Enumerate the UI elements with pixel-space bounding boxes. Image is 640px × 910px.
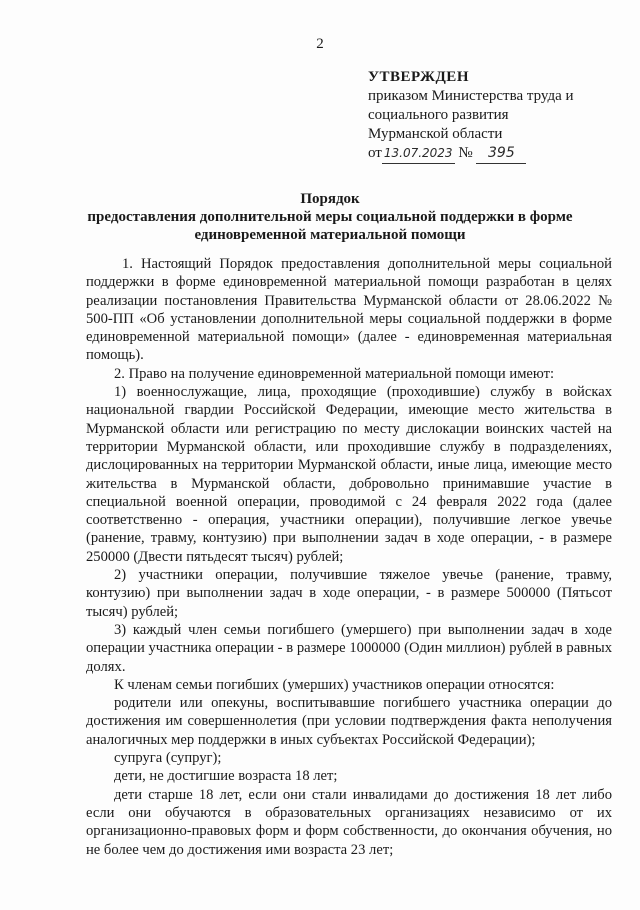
date-prefix: от — [368, 145, 382, 161]
title-line-2: предоставления дополнительной меры социальной поддержки в форме — [87, 209, 573, 225]
title-line-3: единовременной материальной помощи — [194, 227, 466, 243]
approval-stamp — [368, 68, 608, 164]
paragraph-8: супруга (супруг); — [114, 750, 222, 767]
paragraph-5: 3) каждый член семьи погибшего (умершего) при выполнении задач в ходе операции участника операции - в размере 1000000 (Один миллион) рублей в равных долях. — [86, 621, 612, 675]
paragraph-10: дети старше 18 лет, если они стали инвалидами до достижения 18 лет либо если они обучаются в образовательных организациях независимо от их организационно-правовых форм и форм собственности, до окончания обучения, но не более чем до достижения ими возраста 23 лет; — [86, 786, 612, 858]
approval-line-1: приказом Министерства труда и — [368, 88, 574, 104]
approval-line-2: социального развития — [368, 107, 509, 123]
number-prefix: № — [458, 145, 473, 161]
paragraph-1: 1. Настоящий Порядок предоставления дополнительной меры социальной поддержки в форме единовременной материальной помощи разработан в целях реализации постановления Правительства Мурманской области от 28.06.2022 № 500-ПП «Об установлении дополнительной меры социальной поддержки в форме единовременной материальной помощи» (далее - единовременная материальная помощь). — [86, 256, 612, 364]
paragraph-3: 1) военнослужащие, лица, проходящие (проходившие) службу в войсках национальной гвардии Российской Федерации, имеющие место жительства в Мурманской области или регистрацию по месту дислокации воинских частей на территории Мурманской области, или проходившие службу в подразделениях, дислоцированных на территории Мурманской области, иные лица, имеющие место жительства в Мурманской области, добровольно принимавшие участие в специальной военной операции, проводимой с 24 февраля 2022 года (далее соответственно - операция, участники операции), получившие легкое увечье (ранение, травму, контузию) при выполнении задач в ходе операции, - в размере 250000 (Двести пятьдесят тысяч) рублей; — [86, 384, 612, 565]
paragraph-6: К членам семьи погибших (умерших) участников операции относятся: — [114, 676, 555, 693]
approval-line-3: Мурманской области — [368, 126, 503, 142]
paragraph-9: дети, не достигшие возраста 18 лет; — [114, 768, 338, 785]
paragraph-7: родители или опекуны, воспитывавшие погибшего участника операции до достижения им совершеннолетия (при условии подтверждения факта неполучения аналогичных мер поддержки в иных субъектах Российской Федерации); — [86, 695, 612, 748]
handwritten-number: 395 — [476, 144, 526, 164]
title-line-1: Порядок — [300, 191, 360, 207]
paragraph-4: 2) участники операции, получившие тяжелое увечье (ранение, травму, контузию) при выполнении задач в ходе операции, - в размере 500000 (Пятьсот тысяч) рублей; — [86, 567, 612, 620]
approval-date-line — [368, 144, 608, 164]
handwritten-date: 13.07.2023 — [382, 144, 455, 164]
approval-heading: УТВЕРЖДЕН — [368, 69, 469, 85]
document-body — [86, 255, 612, 859]
page-number: 2 — [316, 36, 324, 52]
document-title — [80, 190, 580, 244]
paragraph-2: 2. Право на получение единовременной материальной помощи имеют: — [114, 365, 555, 382]
